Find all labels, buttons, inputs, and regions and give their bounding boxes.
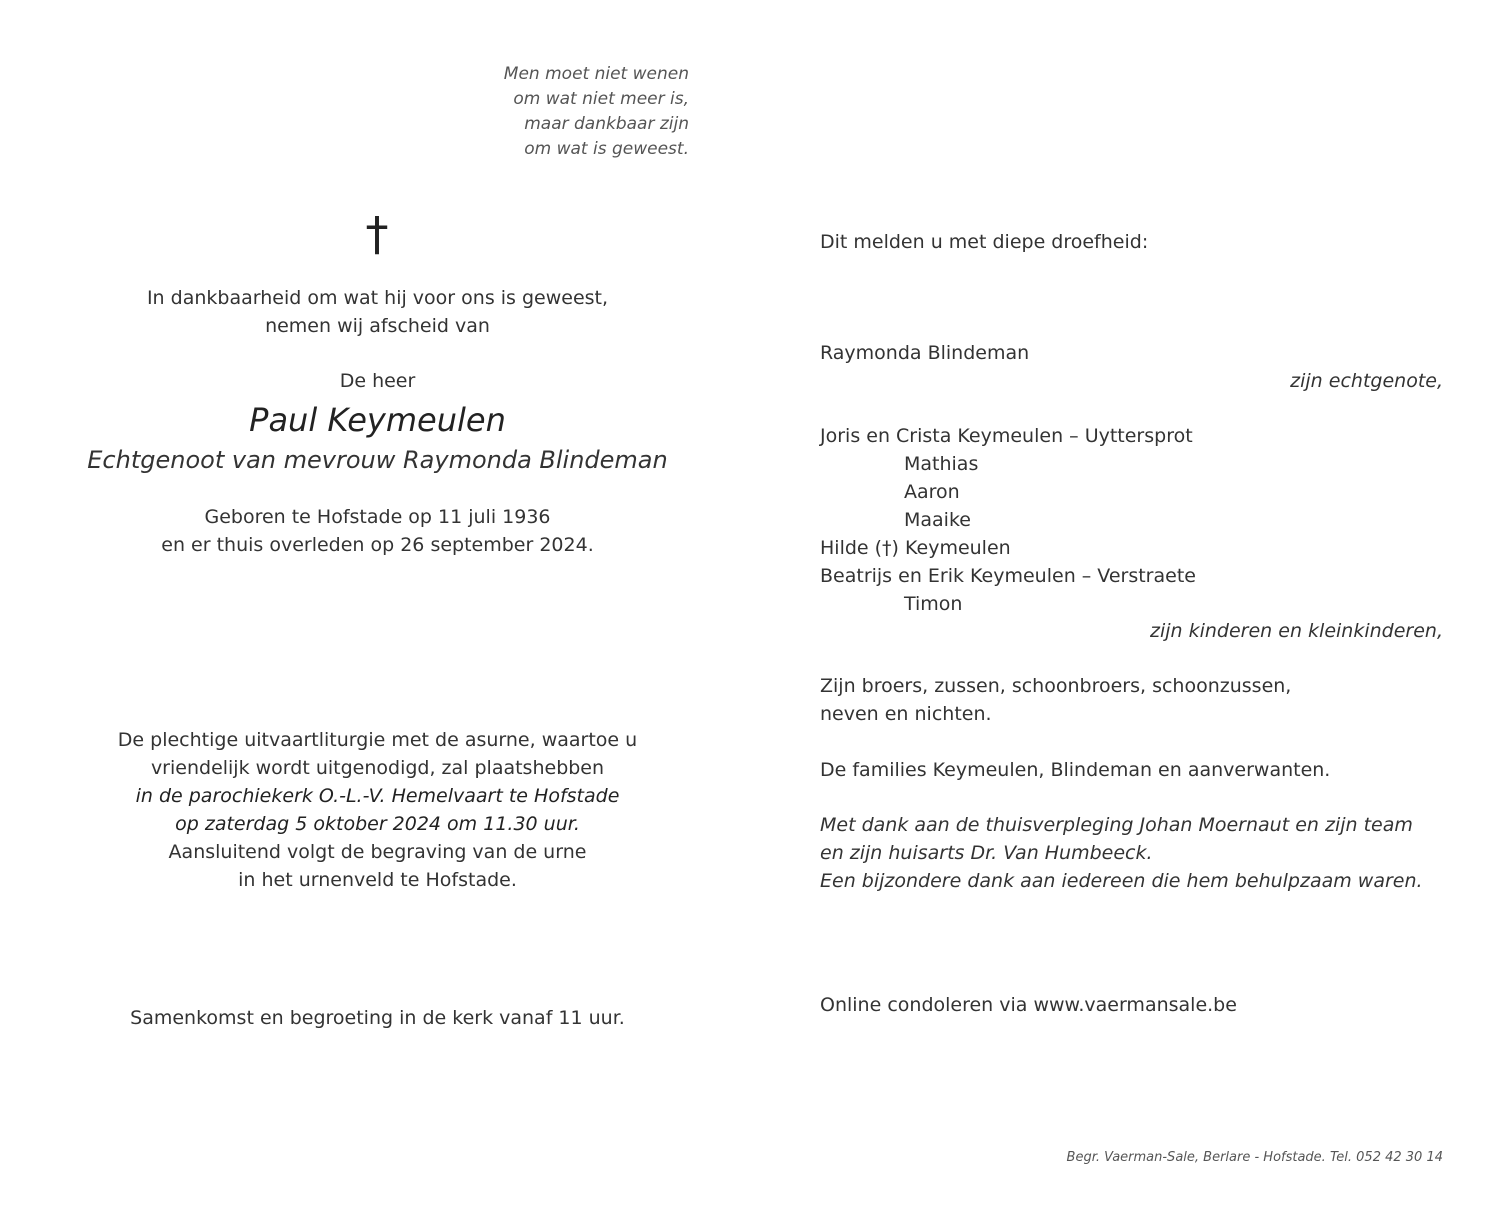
online-condolence: Online condoleren via www.vaermansale.be — [820, 994, 1237, 1016]
deceased-name: Paul Keymeulen — [249, 401, 506, 439]
cross-icon: † — [365, 207, 389, 261]
list-item: Timon — [904, 593, 963, 615]
children-list — [820, 422, 1440, 618]
salutation: De heer — [339, 370, 416, 392]
spouse-line: Echtgenoot van mevrouw Raymonda Blindeman — [87, 446, 668, 474]
thanks-text: Met dank aan de thuisverpleging Johan Moernaut en zijn team en zijn huisarts Dr. Van Humbeeck. Een bijzondere dank aan iedereen die hem behulpzaam waren. — [820, 814, 1423, 892]
quote-line: maar dankbaar zijn — [524, 114, 689, 134]
siblings-text: Zijn broers, zussen, schoonbroers, schoonzussen, neven en nichten. — [820, 675, 1292, 725]
list-item: Beatrijs en Erik Keymeulen – Verstraete — [820, 565, 1196, 587]
list-item: Maaike — [904, 509, 971, 531]
children-role: zijn kinderen en kleinkinderen, — [1150, 620, 1443, 642]
list-item: Mathias — [904, 453, 979, 475]
gathering-text: Samenkomst en begroeting in de kerk vanaf 11 uur. — [130, 1007, 625, 1029]
families-text: De families Keymeulen, Blindeman en aanverwanten. — [820, 759, 1331, 781]
spouse-name: Raymonda Blindeman — [820, 342, 1030, 364]
spouse-role: zijn echtgenote, — [1290, 370, 1443, 392]
ceremony-date: op zaterdag 5 oktober 2024 om 11.30 uur. — [175, 813, 580, 835]
funeral-home-footer: Begr. Vaerman-Sale, Berlare - Hofstade. Tel. 052 42 30 14 — [1066, 1150, 1443, 1165]
list-item: Aaron — [904, 481, 960, 503]
quote-line: om wat niet meer is, — [513, 89, 689, 109]
opening-quote — [440, 62, 689, 162]
announcement: Dit melden u met diepe droefheid: — [820, 231, 1149, 253]
list-item: Joris en Crista Keymeulen – Uyttersprot — [820, 425, 1193, 447]
list-item: Hilde (†) Keymeulen — [820, 537, 1011, 559]
quote-line: Men moet niet wenen — [503, 64, 689, 84]
intro-text: In dankbaarheid om wat hij voor ons is geweest, nemen wij afscheid van — [146, 287, 609, 337]
birth-death-text: Geboren te Hofstade op 11 juli 1936 en er thuis overleden op 26 september 2024. — [161, 506, 594, 556]
church-location: in de parochiekerk O.-L.-V. Hemelvaart te Hofstade — [135, 785, 620, 807]
quote-line: om wat is geweest. — [524, 139, 689, 159]
ceremony-text: De plechtige uitvaartliturgie met de asurne, waartoe u vriendelijk wordt uitgenodigd, zal plaatshebben in de parochiekerk O.-L.-V. Hemelvaart te Hofstade op zaterdag 5 oktober 2024 om 11.30 uur. Aansluitend volgt de begraving van de urne in het urnenveld te Hofstade. — [20, 726, 735, 894]
